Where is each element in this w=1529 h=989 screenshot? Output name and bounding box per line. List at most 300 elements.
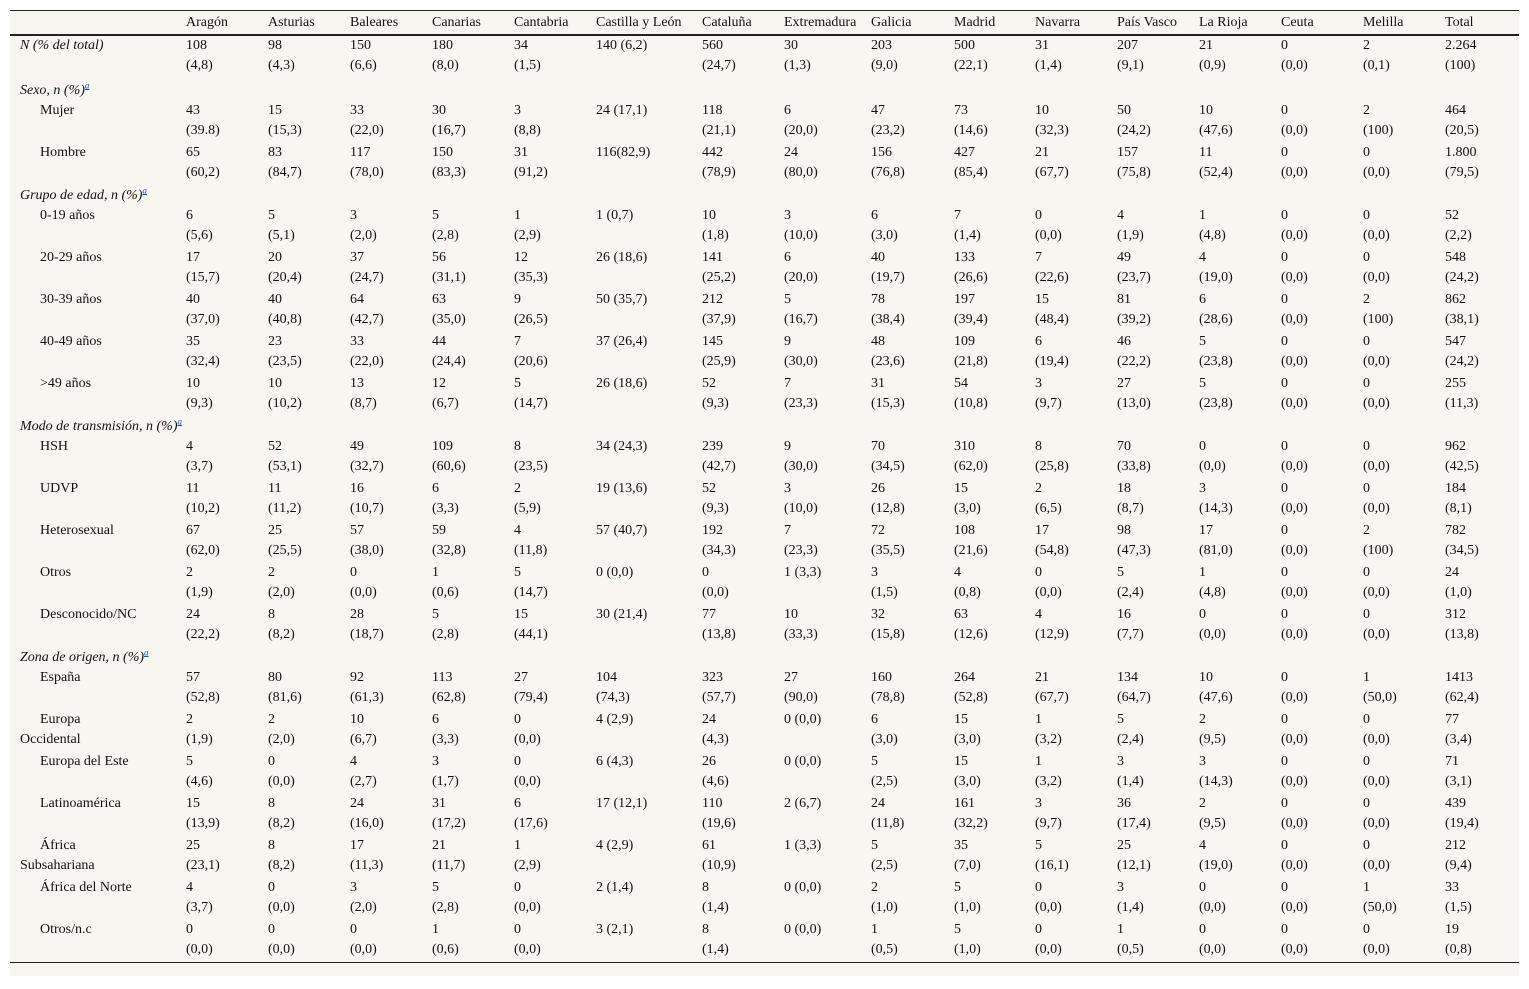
cell-count: 28 — [350, 607, 364, 622]
table-cell — [1115, 563, 1197, 605]
cell-count: 83 — [268, 145, 282, 160]
table-cell — [952, 521, 1033, 563]
cell-percent: (0,0) — [1281, 396, 1308, 411]
cell-count: 141 — [702, 250, 723, 265]
cell-count: 3 — [350, 880, 357, 895]
cell-percent: (0,9) — [1199, 58, 1226, 73]
footnote-marker — [144, 647, 149, 657]
table-cell — [512, 143, 594, 185]
table-cell — [348, 374, 430, 416]
table-cell — [512, 605, 594, 647]
cell-percent: (0,0) — [1035, 585, 1062, 600]
cell-percent: (6,7) — [432, 396, 459, 411]
cell-count: 35 — [954, 838, 968, 853]
cell-count: 7 — [954, 208, 961, 223]
cell-count: 30 (21,4) — [596, 607, 648, 622]
cell-count: 1 — [1363, 670, 1370, 685]
cell-percent: (3,2) — [1035, 732, 1062, 747]
cell-percent: (52,8) — [954, 690, 988, 705]
cell-count: 24 — [784, 145, 798, 160]
table-cell — [1361, 248, 1443, 290]
table-cell — [266, 332, 348, 374]
row-label — [10, 290, 184, 332]
cell-count: 40 — [268, 292, 282, 307]
cell-percent: (14,7) — [514, 585, 548, 600]
table-cell — [1197, 248, 1279, 290]
cell-percent: (17,6) — [514, 816, 548, 831]
cell-percent: (4,6) — [186, 774, 213, 789]
cell-count: 34 — [514, 38, 528, 53]
cell-count: 104 — [596, 670, 617, 685]
table-cell — [1361, 101, 1443, 143]
cell-count: 0 — [1281, 38, 1288, 53]
cell-percent: (60,6) — [432, 459, 466, 474]
cell-count: 0 (0,0) — [784, 880, 822, 895]
cell-count: 2 — [1363, 103, 1370, 118]
cell-count: 52 — [1445, 208, 1459, 223]
table-cell — [266, 563, 348, 605]
cell-count: 560 — [702, 38, 723, 53]
cell-percent: (0,5) — [1117, 942, 1144, 957]
cell-count: 5 — [871, 838, 878, 853]
footnote-link[interactable]: a — [142, 185, 147, 196]
row-label-line: 20-29 años — [40, 250, 102, 265]
cell-percent: (47,3) — [1117, 543, 1151, 558]
cell-count: 8 — [702, 880, 709, 895]
row-label — [10, 479, 184, 521]
cell-count: 0 — [350, 565, 357, 580]
cell-percent: (4,6) — [702, 774, 729, 789]
table-cell — [1197, 794, 1279, 836]
table-cell — [266, 710, 348, 752]
table-cell — [782, 290, 869, 332]
cell-percent: (1,4) — [954, 228, 981, 243]
cell-percent: (15,8) — [871, 627, 905, 642]
cell-count: 140 (6,2) — [596, 38, 648, 53]
cell-percent: (0,0) — [1281, 816, 1308, 831]
cell-count: 2 — [1035, 481, 1042, 496]
table-cell — [1033, 206, 1115, 248]
row-label: N (% del total) — [20, 38, 104, 53]
table-cell — [594, 437, 700, 479]
column-header: Asturias — [266, 11, 348, 36]
row-label-line-2: Subsahariana — [20, 858, 95, 873]
table-row — [10, 290, 1519, 332]
cell-count: 59 — [432, 523, 446, 538]
section-title-text: Zona de origen, n (%) — [20, 650, 145, 665]
cell-count: 2.264 — [1445, 38, 1477, 53]
table-cell — [1279, 374, 1361, 416]
cell-percent: (2,0) — [350, 228, 377, 243]
footnote-link[interactable]: a — [84, 80, 90, 91]
column-header: La Rioja — [1197, 11, 1279, 36]
table-cell — [430, 35, 512, 80]
table-cell — [512, 437, 594, 479]
table-cell — [348, 794, 430, 836]
column-header: Melilla — [1361, 11, 1443, 36]
row-label-line: España — [40, 670, 81, 685]
cell-count: 0 — [1363, 922, 1370, 937]
table-row — [10, 920, 1519, 963]
cell-count: 21 — [1035, 670, 1049, 685]
cell-count: 0 — [1281, 880, 1288, 895]
table-cell — [952, 374, 1033, 416]
row-label-line-2: Occidental — [20, 732, 81, 747]
table-cell — [348, 479, 430, 521]
cell-percent: (75,8) — [1117, 165, 1151, 180]
cell-count: 0 (0,0) — [784, 922, 822, 937]
cell-percent: (3,4) — [1445, 732, 1472, 747]
table-cell — [184, 605, 266, 647]
table-cell — [1115, 437, 1197, 479]
table-cell — [952, 752, 1033, 794]
cell-percent: (2,4) — [1117, 732, 1144, 747]
table-cell — [184, 668, 266, 710]
cell-count: 52 — [268, 439, 282, 454]
cell-count: 35 — [186, 334, 200, 349]
row-label — [10, 836, 184, 878]
table-cell — [594, 143, 700, 185]
cell-percent: (14,7) — [514, 396, 548, 411]
table-cell — [700, 35, 782, 80]
cell-count: 150 — [432, 145, 453, 160]
cell-count: 0 — [1281, 922, 1288, 937]
cell-count: 24 — [1445, 565, 1459, 580]
cell-count: 61 — [702, 838, 716, 853]
table-cell — [266, 878, 348, 920]
cell-percent: (24,4) — [432, 354, 466, 369]
table-row — [10, 143, 1519, 185]
cell-percent: (12,9) — [1035, 627, 1069, 642]
cell-percent: (0,0) — [1281, 312, 1308, 327]
cell-percent: (23,3) — [784, 543, 818, 558]
cell-percent: (0,5) — [871, 942, 898, 957]
cell-count: 2 — [1199, 796, 1206, 811]
cell-percent: (8,2) — [268, 816, 295, 831]
cell-count: 30 — [432, 103, 446, 118]
cell-count: 23 — [268, 334, 282, 349]
cell-count: 203 — [871, 38, 892, 53]
table-cell — [869, 563, 952, 605]
table-cell — [1443, 437, 1519, 479]
table-cell — [782, 143, 869, 185]
cell-count: 2 (6,7) — [784, 796, 822, 811]
cell-count: 2 (1,4) — [596, 880, 634, 895]
cell-percent: (1,9) — [186, 585, 213, 600]
cell-count: 25 — [1117, 838, 1131, 853]
cell-count: 15 — [954, 754, 968, 769]
row-label — [10, 920, 184, 963]
cell-percent: (100) — [1363, 123, 1394, 138]
cell-count: 5 — [1117, 565, 1124, 580]
table-cell — [430, 101, 512, 143]
column-header: Aragón — [184, 11, 266, 36]
row-label-line: >49 años — [40, 376, 92, 391]
table-cell — [1279, 206, 1361, 248]
cell-percent: (52,8) — [186, 690, 220, 705]
row-label-line: Hombre — [40, 145, 86, 160]
cell-count: 24 — [871, 796, 885, 811]
cell-percent: (9,5) — [1199, 732, 1226, 747]
table-cell — [512, 920, 594, 963]
cell-count: 0 — [1363, 439, 1370, 454]
cell-percent: (7,0) — [954, 858, 981, 873]
cell-percent: (3,0) — [954, 501, 981, 516]
table-cell — [348, 605, 430, 647]
cell-count: 5 — [1035, 838, 1042, 853]
cell-percent: (0,0) — [1363, 270, 1390, 285]
cell-count: 6 — [1035, 334, 1042, 349]
cell-percent: (2,8) — [432, 627, 459, 642]
table-cell — [1443, 878, 1519, 920]
cell-count: 5 — [1117, 712, 1124, 727]
cell-count: 54 — [954, 376, 968, 391]
cell-percent: (100) — [1445, 58, 1476, 73]
table-cell — [1115, 794, 1197, 836]
cell-count: 4 — [954, 565, 961, 580]
table-cell — [348, 878, 430, 920]
cell-percent: (17,4) — [1117, 816, 1151, 831]
cell-count: 15 — [514, 607, 528, 622]
table-row — [10, 521, 1519, 563]
table-cell — [869, 332, 952, 374]
cell-count: 2 — [186, 565, 193, 580]
cell-percent: (26,5) — [514, 312, 548, 327]
cell-count: 5 — [514, 376, 521, 391]
table-cell — [1279, 794, 1361, 836]
cell-count: 17 — [186, 250, 200, 265]
table-cell — [1197, 206, 1279, 248]
cell-percent: (9,7) — [1035, 816, 1062, 831]
cell-count: 156 — [871, 145, 892, 160]
cell-percent: (19,0) — [1199, 858, 1233, 873]
cell-count: 0 — [1281, 250, 1288, 265]
table-cell — [348, 101, 430, 143]
cell-percent: (100) — [1363, 543, 1394, 558]
cell-count: 77 — [1445, 712, 1459, 727]
cell-count: 109 — [432, 439, 453, 454]
cell-count: 63 — [432, 292, 446, 307]
cell-count: 3 — [350, 208, 357, 223]
cell-percent: (42,7) — [350, 312, 384, 327]
table-row — [10, 248, 1519, 290]
cell-percent: (23,7) — [1117, 270, 1151, 285]
cell-count: 1 — [1035, 754, 1042, 769]
table-cell — [594, 710, 700, 752]
table-cell — [512, 752, 594, 794]
cell-percent: (10,2) — [268, 396, 302, 411]
table-cell — [1279, 752, 1361, 794]
cell-percent: (35,5) — [871, 543, 905, 558]
table-cell — [700, 710, 782, 752]
cell-count: 0 — [514, 754, 521, 769]
cell-count: 145 — [702, 334, 723, 349]
data-table — [10, 10, 1519, 963]
cell-count: 0 (0,0) — [596, 565, 634, 580]
cell-percent: (3,7) — [186, 900, 213, 915]
cell-count: 0 — [1281, 565, 1288, 580]
cell-count: 2 — [1363, 292, 1370, 307]
column-header: Galicia — [869, 11, 952, 36]
cell-count: 3 — [784, 481, 791, 496]
cell-count: 7 — [784, 376, 791, 391]
table-cell — [1115, 605, 1197, 647]
footnote-link[interactable]: a — [144, 647, 149, 658]
cell-count: 10 — [350, 712, 364, 727]
table-cell — [869, 668, 952, 710]
table-cell — [1197, 668, 1279, 710]
table-cell — [266, 374, 348, 416]
cell-percent: (2,8) — [432, 228, 459, 243]
cell-count: 30 — [784, 38, 798, 53]
row-label — [10, 332, 184, 374]
cell-count: 0 — [1363, 376, 1370, 391]
table-cell — [184, 143, 266, 185]
table-cell — [1033, 332, 1115, 374]
table-cell — [1279, 479, 1361, 521]
cell-percent: (23,5) — [268, 354, 302, 369]
table-cell — [594, 521, 700, 563]
table-cell — [594, 878, 700, 920]
table-cell — [869, 521, 952, 563]
cell-count: 12 — [432, 376, 446, 391]
cell-percent: (32,7) — [350, 459, 384, 474]
row-label — [10, 563, 184, 605]
cell-percent: (1,9) — [186, 732, 213, 747]
table-cell — [869, 248, 952, 290]
cell-percent: (3,2) — [1035, 774, 1062, 789]
cell-count: 310 — [954, 439, 975, 454]
cell-count: 33 — [350, 334, 364, 349]
cell-count: 50 (35,7) — [596, 292, 648, 307]
cell-count: 47 — [871, 103, 885, 118]
table-cell — [869, 794, 952, 836]
cell-percent: (0,0) — [1363, 165, 1390, 180]
cell-percent: (2,2) — [1445, 228, 1472, 243]
cell-count: 4 — [1035, 607, 1042, 622]
table-cell — [594, 920, 700, 963]
table-cell — [430, 206, 512, 248]
cell-count: 10 — [1199, 103, 1213, 118]
cell-count: 264 — [954, 670, 975, 685]
cell-percent: (9,4) — [1445, 858, 1472, 873]
header-row — [10, 11, 1519, 36]
table-cell — [1279, 668, 1361, 710]
cell-percent: (31,1) — [432, 270, 466, 285]
cell-count: 0 — [1363, 565, 1370, 580]
cell-percent: (11,3) — [1445, 396, 1479, 411]
cell-percent: (0,0) — [1199, 900, 1226, 915]
table-cell — [869, 752, 952, 794]
table-cell — [1443, 836, 1519, 878]
table-cell — [952, 479, 1033, 521]
cell-percent: (33,3) — [784, 627, 818, 642]
cell-percent: (0,0) — [1281, 123, 1308, 138]
cell-count: 160 — [871, 670, 892, 685]
table-cell — [869, 35, 952, 80]
row-label — [10, 374, 184, 416]
cell-count: 33 — [350, 103, 364, 118]
cell-percent: (3,0) — [954, 774, 981, 789]
cell-percent: (1,8) — [702, 228, 729, 243]
cell-count: 0 — [1363, 607, 1370, 622]
table-cell — [1115, 290, 1197, 332]
cell-percent: (0,0) — [1281, 690, 1308, 705]
cell-percent: (25,5) — [268, 543, 302, 558]
cell-count: 3 — [784, 208, 791, 223]
cell-count: 0 — [1281, 754, 1288, 769]
table-cell — [1361, 563, 1443, 605]
cell-percent: (0,0) — [1363, 459, 1390, 474]
row-label — [10, 668, 184, 710]
row-label-line: África del Norte — [40, 880, 132, 895]
cell-count: 0 — [1281, 712, 1288, 727]
cell-percent: (48,4) — [1035, 312, 1069, 327]
cell-count: 24 — [186, 607, 200, 622]
cell-percent: (25,9) — [702, 354, 736, 369]
cell-count: 8 — [268, 796, 275, 811]
table-cell — [782, 248, 869, 290]
cell-count: 133 — [954, 250, 975, 265]
table-cell — [594, 479, 700, 521]
table-cell — [1115, 836, 1197, 878]
cell-count: 18 — [1117, 481, 1131, 496]
cell-percent: (0,0) — [1363, 354, 1390, 369]
cell-count: 98 — [268, 38, 282, 53]
table-cell — [1115, 920, 1197, 963]
table-cell — [869, 374, 952, 416]
cell-percent: (10,0) — [784, 228, 818, 243]
cell-percent: (11,8) — [514, 543, 548, 558]
footnote-link[interactable]: a — [177, 416, 182, 427]
cell-percent: (34,3) — [702, 543, 736, 558]
cell-percent: (78,0) — [350, 165, 384, 180]
table-row — [10, 752, 1519, 794]
cell-percent: (0,6) — [432, 942, 459, 957]
cell-count: 1 — [871, 922, 878, 937]
table-cell — [1443, 752, 1519, 794]
cell-count: 8 — [702, 922, 709, 937]
cell-percent: (0,0) — [1281, 58, 1308, 73]
table-cell — [1115, 752, 1197, 794]
cell-percent: (20,6) — [514, 354, 548, 369]
table-cell — [1279, 878, 1361, 920]
row-label — [10, 710, 184, 752]
cell-percent: (1,9) — [1117, 228, 1144, 243]
table-cell — [1197, 752, 1279, 794]
cell-count: 0 — [1035, 922, 1042, 937]
cell-percent: (20,0) — [784, 270, 818, 285]
cell-percent: (0,0) — [514, 942, 541, 957]
cell-percent: (16,1) — [1035, 858, 1069, 873]
row-label-line: HSH — [40, 439, 69, 454]
table-cell — [594, 605, 700, 647]
table-cell — [184, 248, 266, 290]
cell-percent: (1,4) — [1117, 774, 1144, 789]
table-cell — [782, 605, 869, 647]
table-cell — [430, 437, 512, 479]
column-header: Cantabria — [512, 11, 594, 36]
cell-percent: (81,6) — [268, 690, 302, 705]
cell-percent: (9,5) — [1199, 816, 1226, 831]
table-cell — [952, 332, 1033, 374]
cell-percent: (0,0) — [1281, 228, 1308, 243]
table-cell — [1443, 35, 1519, 80]
cell-count: 1 — [1199, 208, 1206, 223]
cell-count: 24 — [702, 712, 716, 727]
table-cell — [594, 206, 700, 248]
table-cell — [266, 206, 348, 248]
